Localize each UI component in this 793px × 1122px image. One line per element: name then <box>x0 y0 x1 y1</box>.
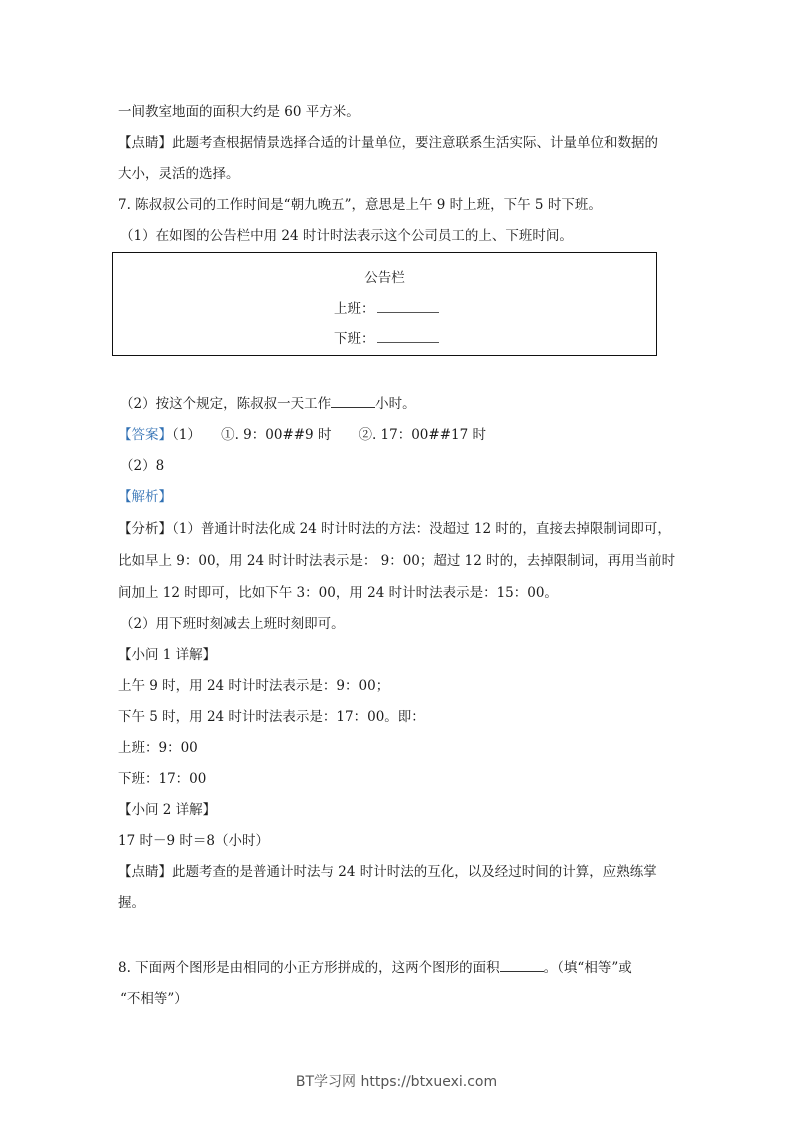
q8-suffix: 。（填“相等”或 <box>543 960 632 976</box>
comment-line: 握。 <box>118 895 145 911</box>
end-time-blank[interactable] <box>377 330 439 343</box>
subquestion-2-title: 【小问 2 详解】 <box>118 802 217 818</box>
subquestion-1-title: 【小问 1 详解】 <box>118 647 217 663</box>
answer-label: 【答案】 <box>118 427 172 443</box>
comment-line: 【点睛】此题考查的是普通计时法与 24 时计时法的互化，以及经过时间的计算，应熟练掌 <box>118 864 657 880</box>
detail-line: 下班：17：00 <box>118 771 207 787</box>
question-7-part-2 <box>120 395 416 413</box>
detail-line: 下午 5 时，用 24 时计时法表示是：17：00。即： <box>118 709 425 725</box>
q7-2-suffix: 小时。 <box>375 396 416 412</box>
detail-line: 上班：9：00 <box>118 740 198 756</box>
q8-text: 8. 下面两个图形是由相同的小正方形拼成的，这两个图形的面积 <box>118 960 500 976</box>
hours-blank[interactable] <box>331 395 375 408</box>
analysis-line: 【分析】（1）普通计时法化成 24 时计时法的方法：没超过 12 时的，直接去掉限制词即可， <box>118 521 671 537</box>
text-line: 【点睛】此题考查根据情景选择合适的计量单位，要注意联系生活实际、计量单位和数据的 <box>118 135 658 151</box>
analysis-line: 间加上 12 时即可，比如下午 3：00，用 24 时计时法表示是：15：00。 <box>118 585 558 601</box>
notice-board-title: 公告栏 <box>364 270 405 286</box>
notice-end-row <box>334 327 439 347</box>
analysis-line: 比如早上 9：00，用 24 时计时法表示是： 9：00；超过 12 时的，去掉限制词，再用当前时 <box>118 553 676 569</box>
area-blank[interactable] <box>500 959 544 972</box>
start-label: 上班： <box>334 301 375 317</box>
analysis-line: （2）用下班时刻减去上班时刻即可。 <box>120 616 345 632</box>
analysis-label: 【解析】 <box>118 489 172 505</box>
notice-board <box>112 252 657 356</box>
end-label: 下班： <box>334 331 375 347</box>
answer-2: （2）8 <box>120 458 165 474</box>
notice-start-row <box>334 297 439 317</box>
text-line: 一间教室地面的面积大约是 60 平方米。 <box>118 104 360 120</box>
detail-line: 上午 9 时，用 24 时计时法表示是：9：00； <box>118 678 390 694</box>
question-8 <box>118 959 632 977</box>
question-7-part-1: （1）在如图的公告栏中用 24 时计时法表示这个公司员工的上、下班时间。 <box>120 228 573 244</box>
answer-1: （1） ①. 9：00##9 时 ②. 17：00##17 时 <box>172 427 486 443</box>
question-7: 7. 陈叔叔公司的工作时间是“朝九晚五”，意思是上午 9 时上班，下午 5 时下班。 <box>118 197 602 213</box>
text-line: 大小，灵活的选择。 <box>118 166 240 182</box>
detail-line: 17 时－9 时＝8（小时） <box>118 833 269 849</box>
question-8-cont: “不相等”） <box>120 991 188 1007</box>
q7-2-text: （2）按这个规定，陈叔叔一天工作 <box>120 396 332 412</box>
footer-watermark: BT学习网 https://btxuexi.com <box>295 1074 498 1090</box>
start-time-blank[interactable] <box>377 300 439 313</box>
answer-line <box>118 426 486 444</box>
